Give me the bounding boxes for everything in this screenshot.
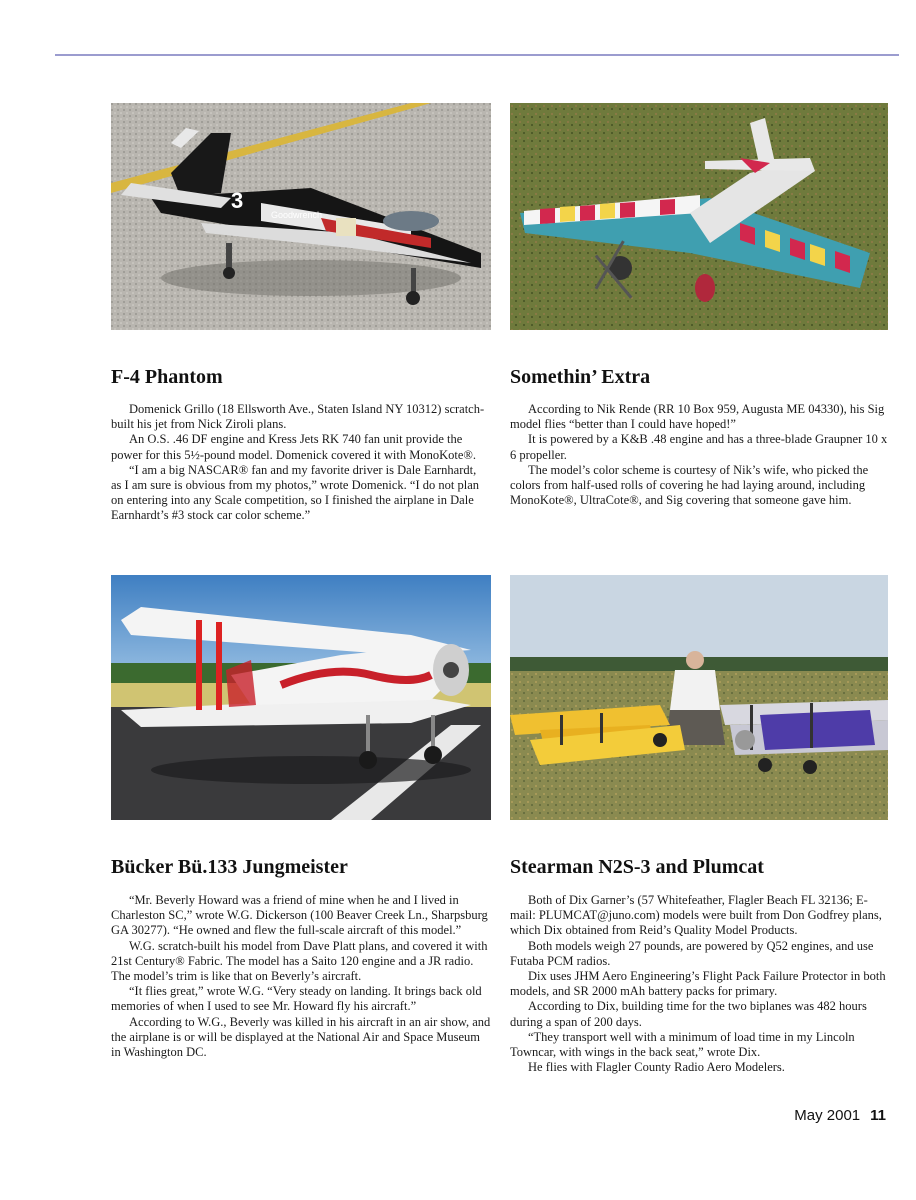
paragraph: Dix uses JHM Aero Engineering’s Flight Pack Failure Protector in both models, and SR 2000 mAh battery packs for primary.: [510, 969, 886, 999]
paragraph: W.G. scratch-built his model from Dave Platt plans, and covered it with 21st Century® Fabric. The model has a Saito 120 engine and a JR radio. The model’s trim is like that on Beverly’s aircraft.: [111, 938, 488, 984]
article-title-jungmeister: Bücker Bü.133 Jungmeister: [111, 856, 348, 878]
header-rule: [55, 54, 899, 56]
article-title-stearman-plumcat: Stearman N2S-3 and Plumcat: [510, 856, 764, 878]
article-body-f4-phantom: [111, 402, 489, 524]
paragraph: “I am a big NASCAR® fan and my favorite driver is Dale Earnhardt, as I am sure is obvious from my photos,” wrote Domenick. “I do not plan on entering into any Scale competition, so I finished the airplane in Dale Earnhardt’s #3 stock car color scheme.”: [111, 462, 479, 523]
jungmeister-photo: [111, 575, 491, 820]
f4-phantom-photo: [111, 103, 491, 330]
paragraph: “It flies great,” wrote W.G. “Very steady on landing. It brings back old memories of when I used to see Mr. Howard fly his aircraft.”: [111, 984, 482, 1014]
article-title-somethin-extra: Somethin’ Extra: [510, 366, 651, 388]
paragraph: Both models weigh 27 pounds, are powered by Q52 engines, and use Futaba PCM radios.: [510, 938, 874, 968]
paragraph: According to W.G., Beverly was killed in his aircraft in an air show, and the airplane is or will be displayed at the National Air and Space Museum in Washington DC.: [111, 1014, 491, 1060]
article-body-somethin-extra: [510, 402, 888, 508]
paragraph: “They transport well with a minimum of load time in my Lincoln Towncar, with wings in the back seat,” wrote Dix.: [510, 1029, 855, 1060]
paragraph: According to Dix, building time for the two biplanes was 482 hours during a span of 200 days.: [510, 999, 867, 1029]
somethin-extra-photo: [510, 103, 888, 330]
page-footer: [794, 1107, 886, 1124]
article-body-stearman-plumcat: [510, 893, 890, 1075]
paragraph: Both of Dix Garner’s (57 Whitefeather, Flagler Beach FL 32136; E-mail: PLUMCAT@juno.com) models were built from Don Godfrey plans, which Dix obtained from Reid’s Quality Model Products.: [510, 893, 882, 938]
paragraph: The model’s color scheme is courtesy of Nik’s wife, who picked the colors from half-used rolls of covering he had laying around, including MonoKote®, UltraCote®, and Sig covering that someone gave him.: [510, 462, 869, 508]
paragraph: An O.S. .46 DF engine and Kress Jets RK 740 fan unit provide the power for this 5½-pound model. Domenick covered it with MonoKote®.: [111, 432, 476, 462]
page-number: 11: [870, 1107, 886, 1124]
livery-text: Goodwrench: [271, 210, 323, 220]
paragraph: He flies with Flagler County Radio Aero Modelers.: [528, 1060, 785, 1075]
issue-date: May 2001: [794, 1107, 861, 1124]
paragraph: Domenick Grillo (18 Ellsworth Ave., Staten Island NY 10312) scratch-built his jet from Nick Ziroli plans.: [111, 402, 485, 432]
article-title-f4-phantom: F-4 Phantom: [111, 366, 223, 388]
paragraph: “Mr. Beverly Howard was a friend of mine when he and I lived in Charleston SC,” wrote W.G. Dickerson (100 Beaver Creek Ln., Sharpsburg GA 30277). “He owned and flew the full-scale aircraft of this model.”: [111, 893, 488, 938]
article-body-jungmeister: [111, 893, 491, 1060]
paragraph: According to Nik Rende (RR 10 Box 959, Augusta ME 04330), his Sig model flies “better than I could have hoped!”: [510, 402, 885, 432]
livery-number: 3: [231, 188, 244, 213]
paragraph: It is powered by a K&B .48 engine and has a three-blade Graupner 10 x 6 propeller.: [510, 432, 888, 462]
stearman-plumcat-photo: [510, 575, 888, 820]
